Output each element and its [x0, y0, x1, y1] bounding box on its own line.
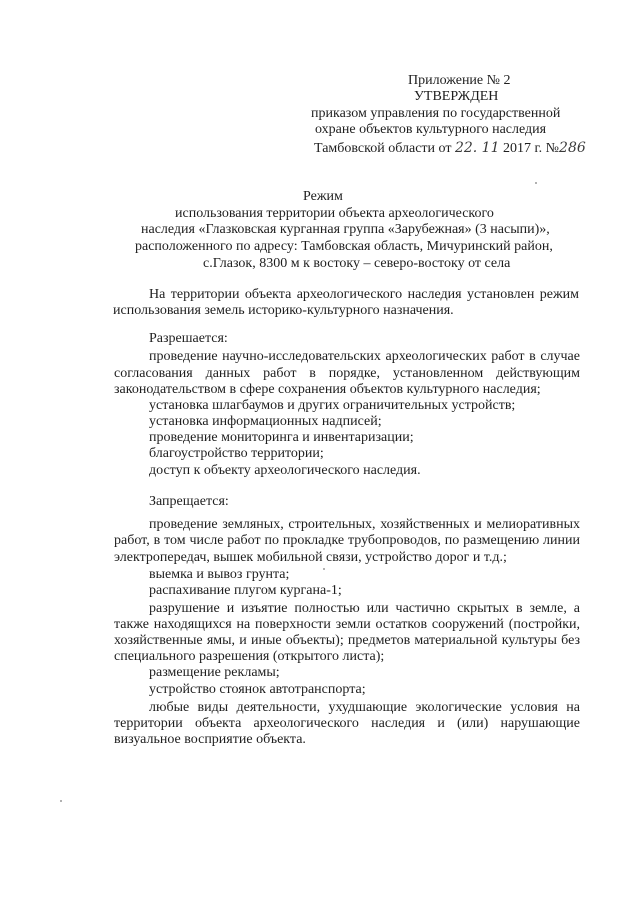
forbidden-heading: Запрещается: [149, 494, 229, 509]
scan-speck [323, 568, 325, 570]
allowed-item-6: доступ к объекту археологического наследия. [149, 463, 421, 478]
allowed-item-1-line-2: согласования данных работ в порядке, установленном действующим [114, 366, 580, 381]
scan-speck [535, 182, 537, 184]
order-year: 2017 г. № [503, 141, 560, 156]
allowed-item-3: установка информационных надписей; [149, 414, 382, 429]
appendix-label: Приложение № 2 [408, 73, 511, 88]
title-line-4: с.Глазок, 8300 м к востоку – северо-востоку от села [203, 256, 511, 271]
allowed-item-1-line-1: проведение научно-исследовательских археологических работ в случае [149, 349, 580, 364]
forbidden-item-4-line-2: также находящихся на поверхности земли остатков сооружений (постройки, [114, 617, 580, 632]
forbidden-item-5: размещение рекламы; [149, 665, 280, 680]
intro-line-1: На территории объекта археологического наследия установлен режим [149, 287, 579, 302]
order-line-3 [314, 140, 586, 157]
title-line-2: наследия «Глазковская курганная группа «Зарубежная» (3 насыпи)», [141, 222, 550, 237]
forbidden-item-7-line-3: визуальное восприятие объекта. [114, 732, 306, 747]
allowed-item-4: проведение мониторинга и инвентаризации; [149, 430, 414, 445]
title-line-3: расположенного по адресу: Тамбовская область, Мичуринский район, [135, 239, 553, 254]
document-heading: Режим [303, 189, 343, 204]
order-date-handwritten: 22. 11 [454, 140, 500, 156]
approved-label: УТВЕРЖДЕН [414, 89, 499, 104]
allowed-heading: Разрешается: [149, 331, 228, 346]
order-line-2: охране объектов культурного наследия [315, 122, 547, 137]
title-line-1: использования территории объекта археологического [175, 206, 494, 221]
allowed-item-1-line-3: законодательством в сфере сохранения объектов культурного наследия; [114, 382, 541, 397]
forbidden-item-4-line-3: хозяйственные ямы, и иные объекты); предметов материальной культуры без [114, 633, 580, 648]
forbidden-item-6: устройство стоянок автотранспорта; [149, 682, 366, 697]
allowed-item-2: установка шлагбаумов и других ограничительных устройств; [149, 398, 516, 413]
forbidden-item-1-line-2: работ, в том числе работ по прокладке трубопроводов, по размещению линии [114, 533, 580, 548]
forbidden-item-7-line-1: любые виды деятельности, ухудшающие экологические условия на [149, 700, 580, 715]
order-line-1: приказом управления по государственной [311, 106, 561, 121]
order-number-handwritten: 286 [559, 140, 586, 156]
forbidden-item-1-line-1: проведение земляных, строительных, хозяйственных и мелиоративных [149, 517, 580, 532]
forbidden-item-3: распахивание плугом кургана-1; [149, 583, 342, 598]
forbidden-item-4-line-1: разрушение и изъятие полностью или частично скрытых в земле, а [149, 601, 580, 616]
forbidden-item-4-line-4: специального разрешения (открытого листа); [114, 649, 385, 664]
forbidden-item-7-line-2: территории объекта археологического наследия и (или) нарушающие [114, 716, 580, 731]
order-prefix: Тамбовской области от [314, 141, 452, 156]
scan-speck [60, 800, 62, 802]
forbidden-item-1-line-3: электропередач, вышек мобильной связи, устройство дорог и т.д.; [114, 550, 507, 565]
allowed-item-5: благоустройство территории; [149, 446, 324, 461]
forbidden-item-2: выемка и вывоз грунта; [149, 567, 290, 582]
intro-line-2: использования земель историко-культурного назначения. [113, 303, 454, 318]
